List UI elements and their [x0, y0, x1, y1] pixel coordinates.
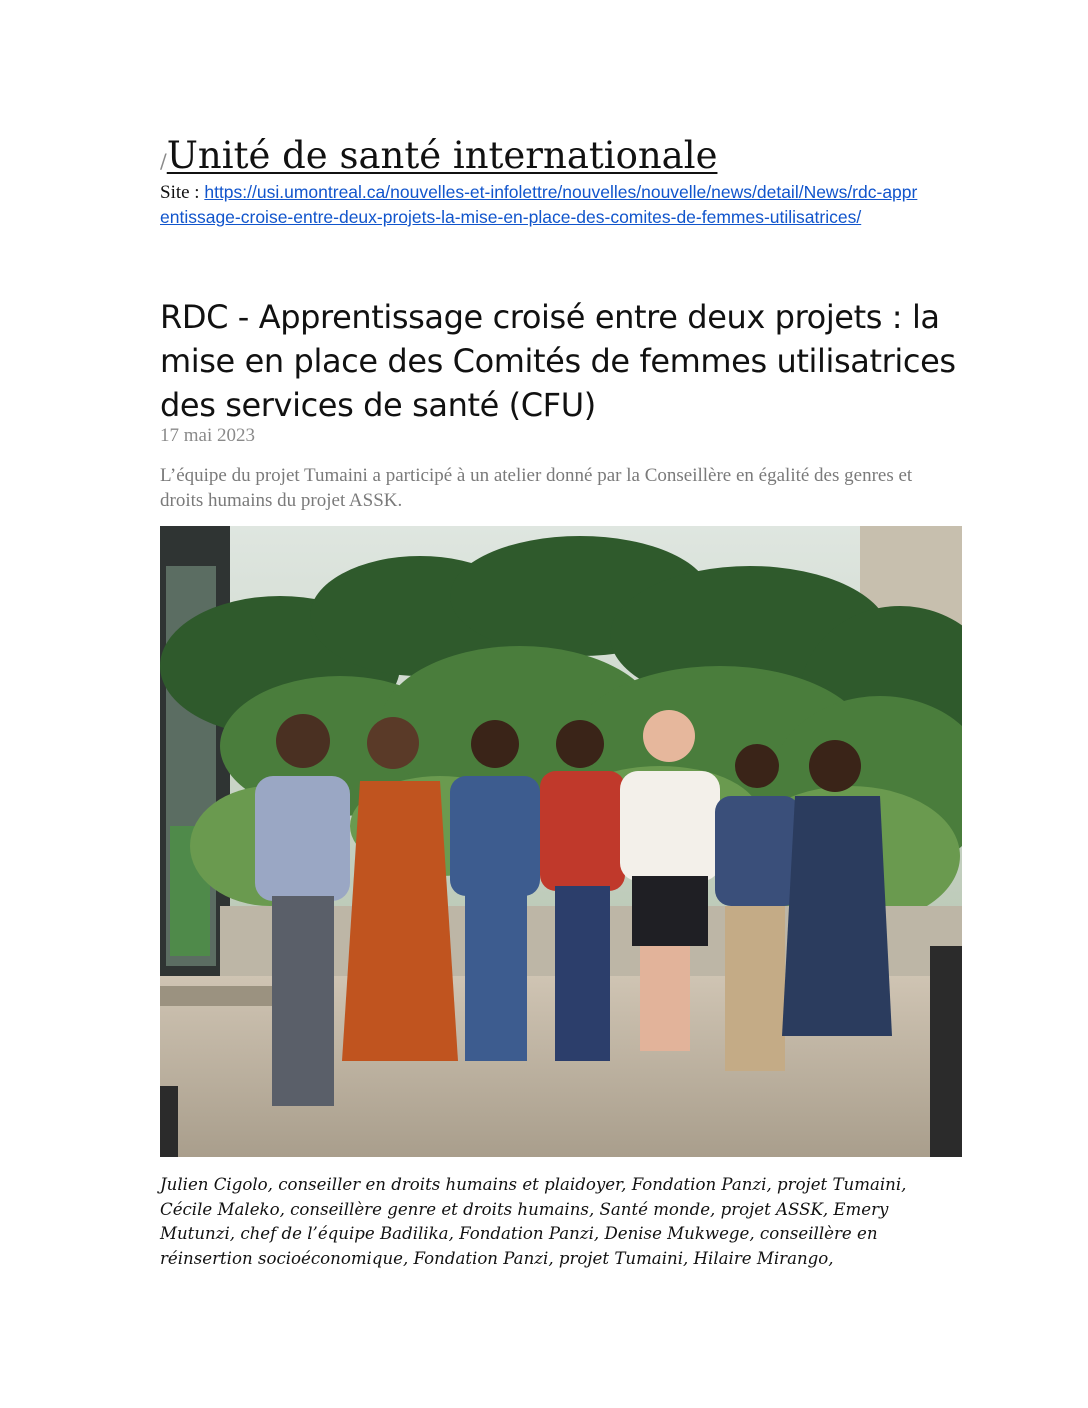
org-header: [160, 134, 717, 177]
org-name-link[interactable]: Unité de santé internationale: [166, 134, 718, 177]
article-title: RDC - Apprentissage croisé entre deux projets : la mise en place des Comités de femmes utilisatrices des services de santé (CFU): [160, 298, 956, 424]
article-date: 17 mai 2023: [160, 425, 255, 446]
group-photo-illustration: [160, 526, 962, 1157]
site-label: Site :: [160, 182, 205, 203]
article-lead: L’équipe du projet Tumaini a participé à un atelier donné par la Conseillère en égalité des genres et droits humains du projet ASSK.: [160, 465, 913, 511]
group-photo: [160, 526, 962, 1157]
site-line: [160, 180, 920, 230]
photo-caption: Julien Cigolo, conseiller en droits humains et plaidoyer, Fondation Panzi, projet Tumaini, Cécile Maleko, conseillère genre et droits humains, Santé monde, projet ASSK, Emery Mutunzi, chef de l’équipe Badilika, Fondation Panzi, Denise Mukwege, conseillère en réinsertion socioéconomique, Fondation Panzi, projet Tumaini, Hilaire Mirango,: [160, 1175, 907, 1268]
breadcrumb-slash: /: [160, 149, 167, 173]
site-url-link[interactable]: https://usi.umontreal.ca/nouvelles-et-infolettre/nouvelles/nouvelle/news/detail/News/rdc-apprentissage-croise-entre-deux-projets-la-mise-en-place-des-comites-de-femmes-utilisatrices/: [160, 182, 918, 227]
